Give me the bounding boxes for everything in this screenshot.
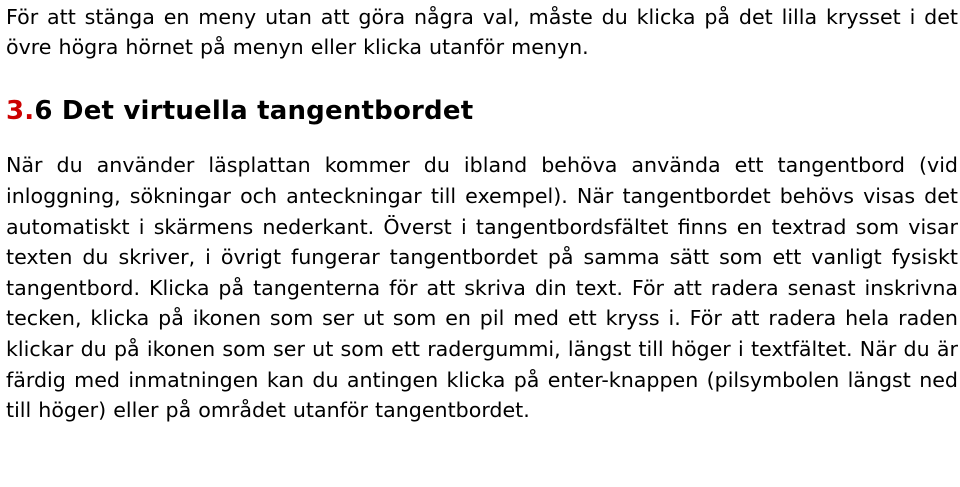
intro-paragraph: För att stänga en meny utan att göra några val, måste du klicka på det lilla krysset i det övre högra hörnet på menyn eller klicka utanför menyn. <box>6 5 958 60</box>
section-heading <box>6 95 958 127</box>
body-paragraph: När du använder läsplattan kommer du ibland behöva använda ett tangentbord (vid inloggning, sökningar och anteckningar till exempel). När tangentbordet behövs visas det automatiskt i skärmens nederkant. Överst i tangentbordsfältet finns en textrad som visar texten du skriver, i övrigt fungerar tangentbordet på samma sätt som ett vanligt fysiskt tangentbord. Klicka på tangenterna för att skriva din text. För att radera senast inskrivna tecken, klicka på ikonen som ser ut som en pil med ett kryss i. För att radera hela raden klickar du på ikonen som ser ut som ett radergummi, längst till höger i textfältet. När du är färdig med inmatningen kan du antingen klicka på enter-knappen (pilsymbolen längst ned till höger) eller på området utanför tangentbordet. <box>6 153 958 423</box>
section-number: 3. <box>6 96 35 127</box>
document-page <box>6 0 958 426</box>
section-title: 6 Det virtuella tangentbordet <box>34 96 474 127</box>
